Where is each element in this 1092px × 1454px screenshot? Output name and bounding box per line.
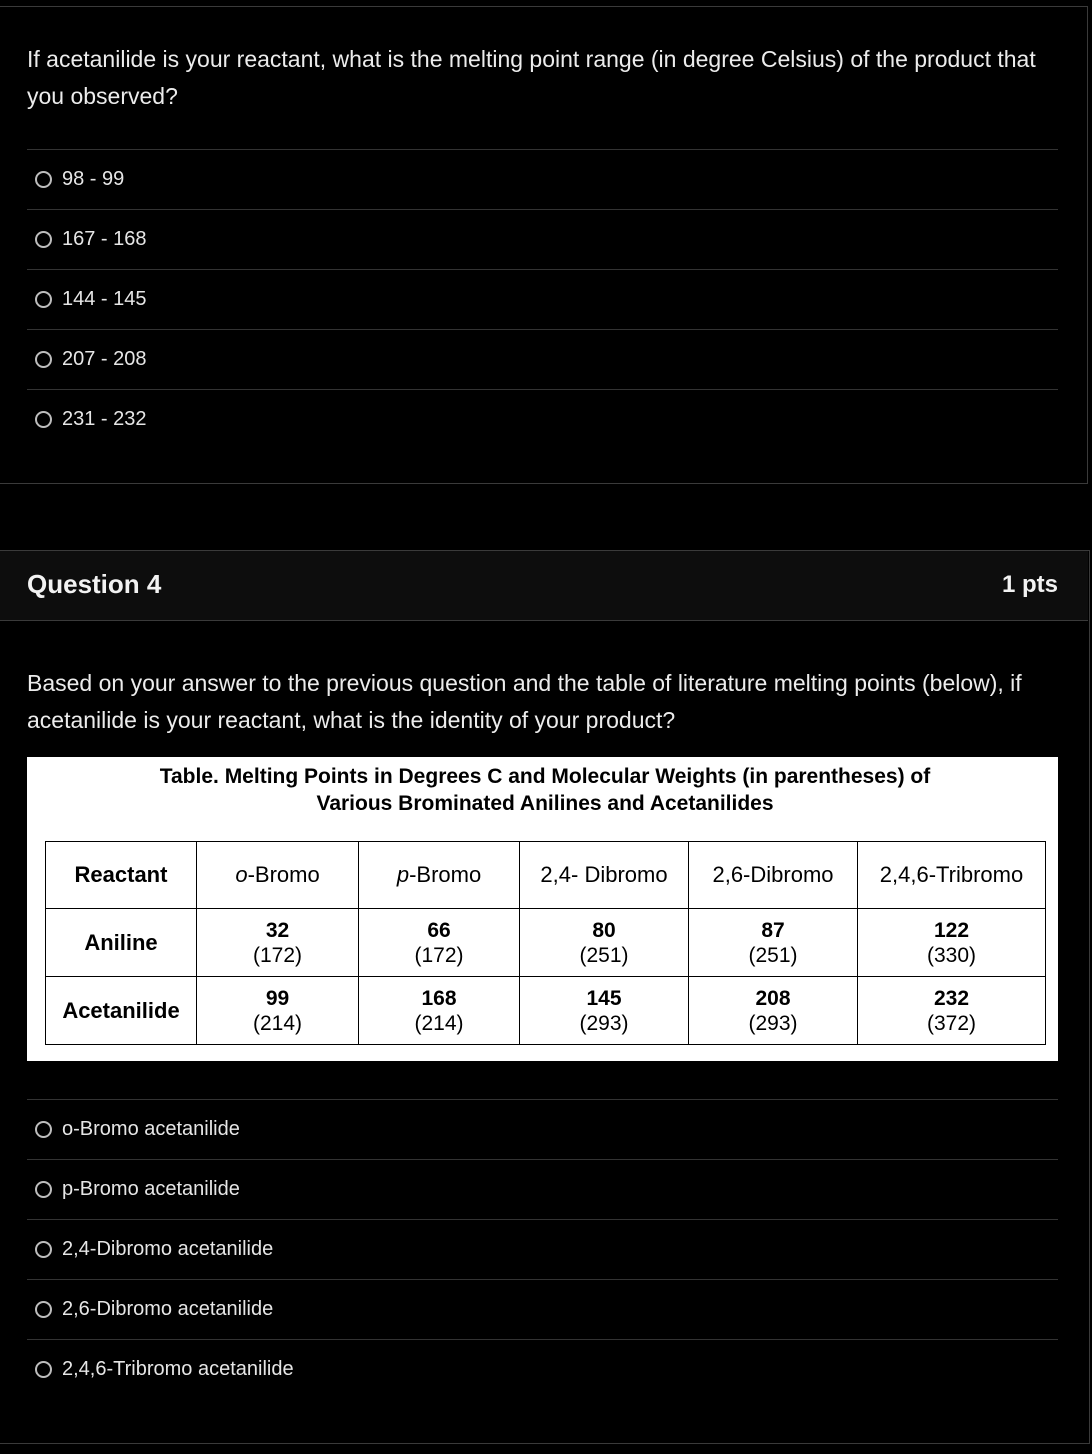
question-points: 1 pts — [1001, 571, 1058, 598]
table-caption-line-1: Table. Melting Points in Degrees C and Molecular Weights (in parentheses) of — [159, 765, 931, 788]
table-row-aniline — [46, 909, 1046, 977]
answer-option[interactable] — [27, 1339, 1058, 1399]
table-cell: 168 (214) — [359, 977, 520, 1045]
header-o-bromo: o-Bromo — [197, 842, 359, 909]
answer-label: 2,4-Dibromo acetanilide — [62, 1238, 274, 1260]
question-3-answers — [27, 149, 1058, 449]
answer-label: 231 - 232 — [62, 408, 147, 430]
question-3-prompt: If acetanilide is your reactant, what is the melting point range (in degree Celsius) of the product that you observed? — [27, 46, 1036, 109]
header-reactant: Reactant — [46, 842, 197, 909]
radio-button[interactable] — [35, 1301, 52, 1318]
table-cell: 99 (214) — [197, 977, 359, 1045]
row-header: Acetanilide — [46, 977, 197, 1045]
radio-button[interactable] — [35, 411, 52, 428]
answer-label: 2,6-Dibromo acetanilide — [62, 1298, 274, 1320]
question-4-answers — [27, 1099, 1058, 1399]
answer-label: o-Bromo acetanilide — [62, 1118, 240, 1140]
header-2-4-dibromo: 2,4- Dibromo — [520, 842, 689, 909]
row-header: Aniline — [46, 909, 197, 977]
answer-option[interactable] — [27, 1279, 1058, 1339]
answer-option[interactable] — [27, 209, 1058, 269]
header-p-bromo: p-Bromo — [359, 842, 520, 909]
melting-points-table-image — [27, 757, 1058, 1061]
header-2-4-6-tribromo: 2,4,6-Tribromo — [858, 842, 1046, 909]
question-4-prompt: Based on your answer to the previous question and the table of literature melting points (below), if acetanilide is your reactant, what is the identity of your product? — [27, 670, 1022, 733]
answer-label: 2,4,6-Tribromo acetanilide — [62, 1358, 294, 1380]
answer-option[interactable] — [27, 149, 1058, 209]
radio-button[interactable] — [35, 1121, 52, 1138]
answer-option[interactable] — [27, 1099, 1058, 1159]
table-cell: 80 (251) — [520, 909, 689, 977]
answer-label: p-Bromo acetanilide — [62, 1178, 240, 1200]
table-header-row — [46, 842, 1046, 909]
radio-button[interactable] — [35, 171, 52, 188]
table-cell: 208 (293) — [689, 977, 858, 1045]
melting-points-table — [45, 841, 1046, 1045]
table-cell: 66 (172) — [359, 909, 520, 977]
table-cell: 145 (293) — [520, 977, 689, 1045]
radio-button[interactable] — [35, 351, 52, 368]
table-caption-line-2: Various Brominated Anilines and Acetanilides — [316, 792, 774, 815]
table-cell: 87 (251) — [689, 909, 858, 977]
answer-label: 144 - 145 — [62, 288, 147, 310]
question-4-panel — [0, 550, 1090, 1444]
radio-button[interactable] — [35, 1181, 52, 1198]
answer-label: 98 - 99 — [62, 168, 125, 190]
answer-option[interactable] — [27, 389, 1058, 449]
answer-option[interactable] — [27, 1159, 1058, 1219]
table-cell: 32 (172) — [197, 909, 359, 977]
radio-button[interactable] — [35, 231, 52, 248]
radio-button[interactable] — [35, 1361, 52, 1378]
radio-button[interactable] — [35, 291, 52, 308]
answer-label: 207 - 208 — [62, 348, 147, 370]
table-row-acetanilide — [46, 977, 1046, 1045]
question-3-panel — [0, 6, 1088, 484]
radio-button[interactable] — [35, 1241, 52, 1258]
question-title: Question 4 — [27, 569, 162, 599]
table-cell: 232 (372) — [858, 977, 1046, 1045]
table-caption — [27, 763, 1063, 817]
answer-option[interactable] — [27, 269, 1058, 329]
question-header — [0, 551, 1088, 621]
answer-label: 167 - 168 — [62, 228, 147, 250]
answer-option[interactable] — [27, 329, 1058, 389]
header-2-6-dibromo: 2,6-Dibromo — [689, 842, 858, 909]
table-cell: 122 (330) — [858, 909, 1046, 977]
answer-option[interactable] — [27, 1219, 1058, 1279]
